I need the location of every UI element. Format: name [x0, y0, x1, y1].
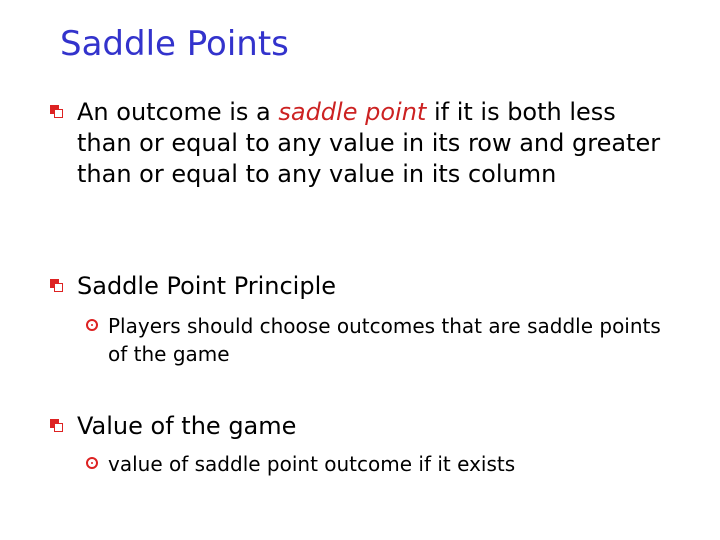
bullet-value-of-game: [50, 411, 667, 442]
circle-bullet-icon: [86, 319, 98, 331]
saddle-point-term: saddle point: [278, 98, 427, 126]
bullet-text-post: if it is both less than or equal to any value in its row and greater than or equal to any value in its column: [77, 98, 661, 188]
bullet-text: [77, 97, 667, 190]
bullet-saddle-point-principle: [50, 271, 667, 302]
bullet-saddle-point-definition: [50, 97, 667, 190]
square-bullet-icon: [50, 105, 64, 119]
sub-bullet-text: value of saddle point outcome if it exists: [108, 452, 516, 476]
sub-bullet-text: Players should choose outcomes that are saddle points of the game: [108, 314, 661, 366]
bullet-text: Value of the game: [77, 412, 297, 440]
sub-bullet-principle: [86, 312, 668, 368]
sub-bullet-value: [86, 450, 668, 478]
bullet-text-pre: An outcome is a: [77, 98, 279, 126]
slide-title: Saddle Points: [60, 24, 289, 64]
square-bullet-icon: [50, 419, 64, 433]
bullet-text: Saddle Point Principle: [77, 272, 337, 300]
circle-bullet-icon: [86, 457, 98, 469]
square-bullet-icon: [50, 279, 64, 293]
